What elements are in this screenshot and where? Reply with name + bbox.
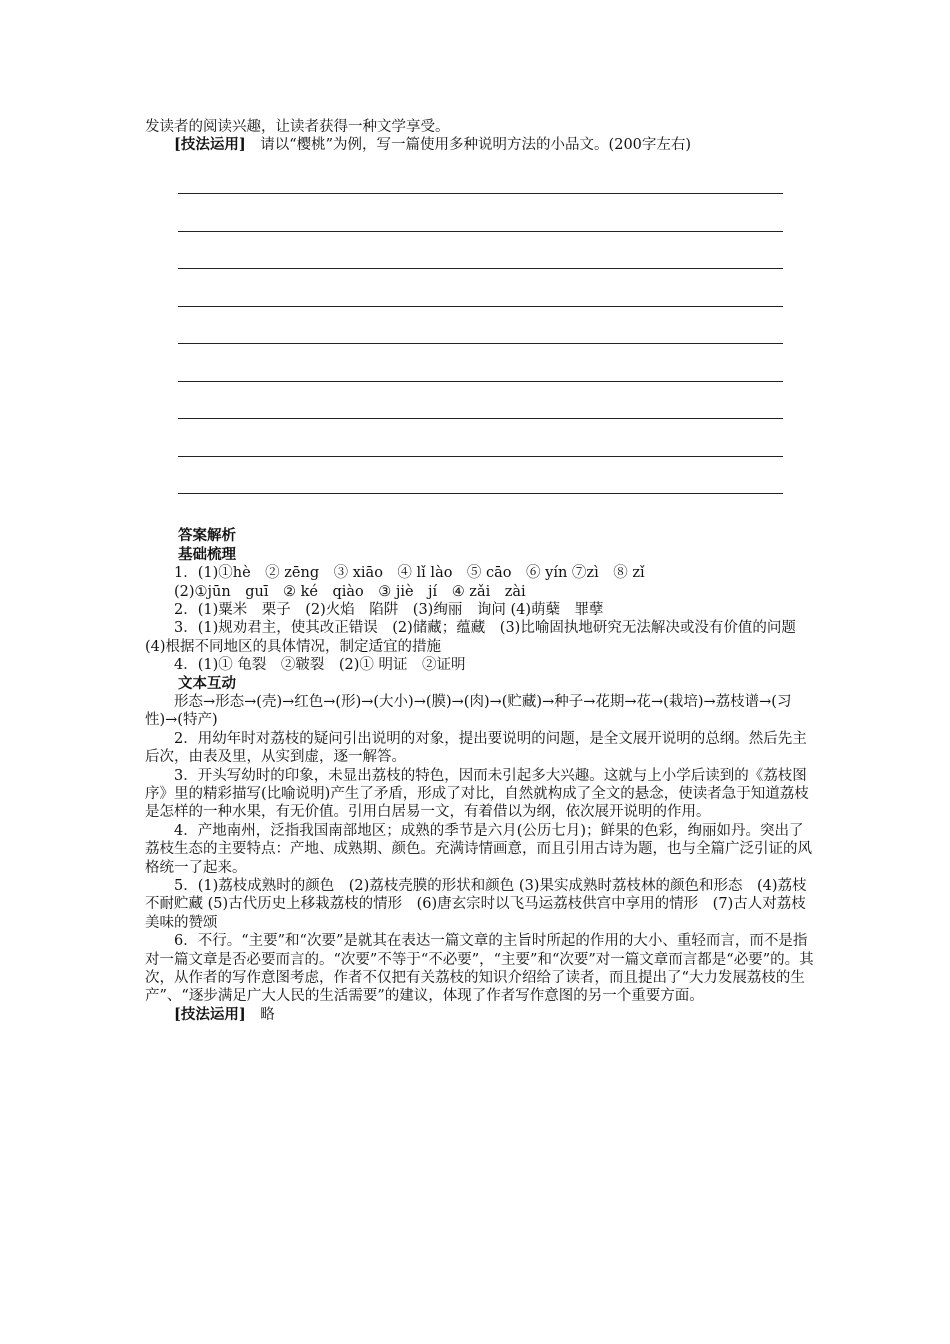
intro-tail-text: 发读者的阅读兴趣，让读者获得一种文学享受。	[145, 119, 450, 135]
blank-line[interactable]	[178, 232, 783, 270]
final-text: 略	[260, 1006, 275, 1023]
text-item-3: 3．开头写幼时的印象，未显出荔枝的特色，因而未引起多大兴趣。这就与上小学后读到的《荔枝图序》里的精彩描写(比喻说明)产生了矛盾，形成了对比，自然就构成了全文的悬念，使读者急于知道荔枝是怎样的一种水果，有无价值。引用白居易一文，有着借以为纲，依次展开说明的作用。	[145, 767, 809, 821]
blank-line[interactable]	[178, 194, 783, 232]
text-item-4: 4．产地南州，泛指我国南部地区；成熟的季节是六月(公历七月)；鲜果的色彩，绚丽如丹。突出了荔枝生态的主要特点：产地、成熟期、颜色。充满诗情画意，而且引用古诗为题，也与全篇广泛引证的风格统一了起来。	[145, 822, 812, 876]
task-text: 请以“樱桃”为例，写一篇使用多种说明方法的小品文。(200字左右)	[260, 137, 692, 154]
basic-item-3: 3．(1)规劝君主，使其改正错误 (2)储藏；蕴藏 (3)比喻固执地研究无法解决或没有价值的问题 (4)根据不同地区的具体情况，制定适宜的措施	[145, 620, 811, 655]
blank-line[interactable]	[178, 419, 783, 457]
answer-title: 答案解析	[178, 527, 236, 545]
text-item-2: 2．用幼年时对荔枝的疑问引出说明的对象，提出要说明的问题，是全文展开说明的总纲。然后先主后次，由表及里，从实到虚，逐一解答。	[145, 730, 807, 766]
text-item-6: 6．不行。“主要”和“次要”是就其在表达一篇文章的主旨时所起的作用的大小、重轻而言，而不是指对一篇文章是否必要而言的。“次要”不等于“不必要”，“主要”和“次要”对一篇文章而言都是“必要”的。其次，从作者的写作意图考虑，作者不仅把有关荔枝的知识介绍给了读者，而且提出了“大力发展荔枝的生产”、“逐步满足广大人民的生活需要”的建议，体现了作者写作意图的另一个重要方面。	[145, 933, 814, 1005]
basic-item-2: 2．(1)粟米 栗子 (2)火焰 陷阱 (3)绚丽 询问 (4)萌蘖 罪孽	[174, 601, 604, 618]
task-label: [技法运用]	[174, 136, 246, 154]
basic-item-1b: (2)①jūn guī ② ké qiào ③ jiè jí ④ zǎi zài	[174, 583, 526, 600]
final-label: [技法运用]	[174, 1005, 246, 1023]
task-paragraph	[145, 136, 815, 154]
answer-blank-lines	[178, 157, 783, 495]
document-page	[145, 118, 815, 1024]
text-heading: 文本互动	[178, 674, 236, 692]
basic-item-1: 1．(1)①hè ② zēng ③ xiāo ④ lǐ lào ⑤ cāo ⑥ yín ⑦zì ⑧ zǐ	[174, 565, 645, 582]
text-item-5: 5．(1)荔枝成熟时的颜色 (2)荔枝壳膜的形状和颜色 (3)果实成熟时荔枝林的颜色和形态 (4)荔枝不耐贮藏 (5)古代历史上移栽荔枝的情形 (6)唐玄宗时以飞马运荔枝供宫中享用的情形 (7)古人对荔枝美味的赞颂	[145, 878, 807, 931]
final-paragraph	[145, 1006, 815, 1024]
blank-line[interactable]	[178, 157, 783, 195]
basic-heading: 基础梳理	[178, 545, 236, 563]
blank-line[interactable]	[178, 307, 783, 345]
text-item-1: 形态→形态→(壳)→红色→(形)→(大小)→(膜)→(肉)→(贮藏)→种子→花期→花→(栽培)→荔枝谱→(习性)→(特产)	[145, 693, 792, 729]
answer-section	[145, 527, 815, 1024]
blank-line[interactable]	[178, 269, 783, 307]
blank-line[interactable]	[178, 344, 783, 382]
blank-line[interactable]	[178, 382, 783, 420]
blank-line[interactable]	[178, 457, 783, 495]
basic-item-4: 4．(1)① 龟裂 ②皲裂 (2)① 明证 ②证明	[174, 657, 466, 674]
